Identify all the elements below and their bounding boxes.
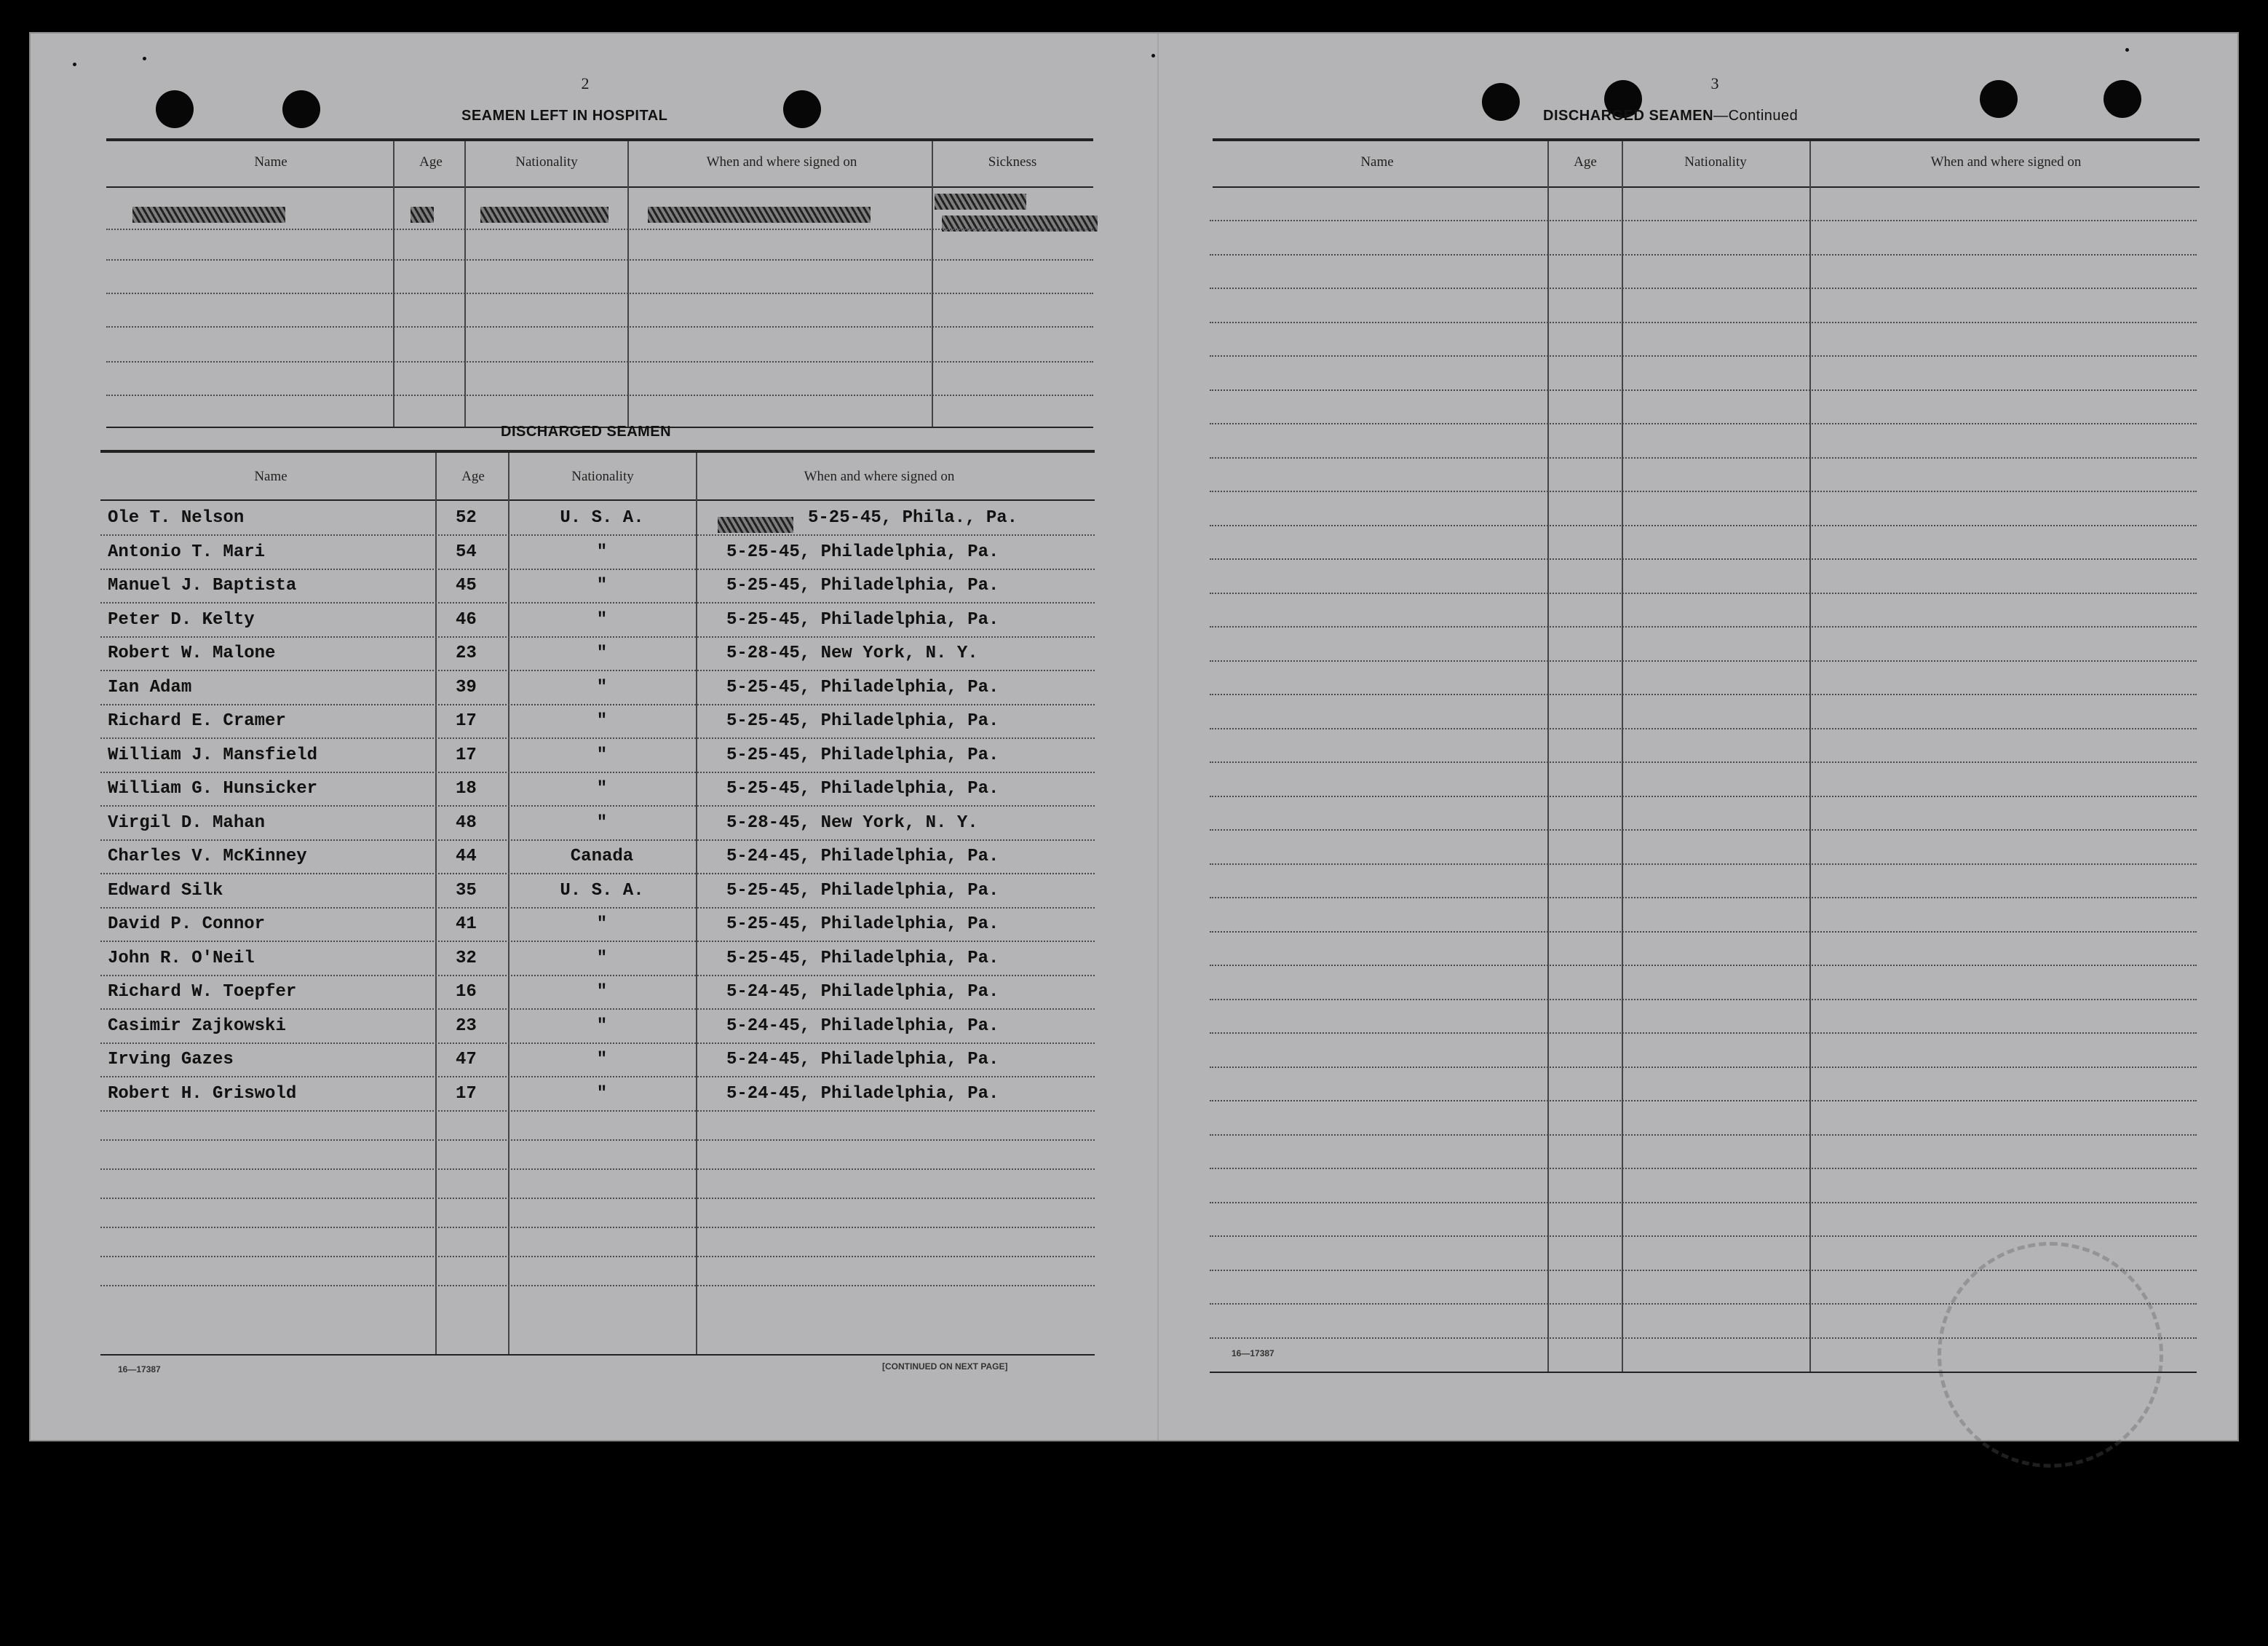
seaman-name: William G. Hunsicker xyxy=(108,779,318,799)
seaman-age: 47 xyxy=(456,1050,477,1069)
seaman-nationality: " xyxy=(596,610,608,630)
row-line xyxy=(1210,1303,2197,1305)
seaman-name: Virgil D. Mahan xyxy=(108,813,266,833)
faded-stamp xyxy=(1938,1242,2163,1468)
row-line xyxy=(100,1076,1095,1077)
page-number: 3 xyxy=(1710,74,1719,92)
page-number: 2 xyxy=(581,74,590,92)
row-line xyxy=(1210,1100,2197,1101)
seaman-age: 48 xyxy=(456,813,477,833)
censored-age xyxy=(411,207,434,223)
col-divider xyxy=(932,141,933,427)
row-line xyxy=(100,569,1095,570)
seaman-nationality: U. S. A. xyxy=(560,508,644,528)
bottom-rule xyxy=(1210,1372,2197,1373)
row-line xyxy=(1210,931,2197,933)
seaman-signed-on: 5-25-45, Philadelphia, Pa. xyxy=(726,949,999,968)
seaman-nationality: " xyxy=(596,949,608,968)
seaman-name: Edward Silk xyxy=(108,881,223,901)
row-line xyxy=(100,839,1095,841)
top-rule xyxy=(100,450,1095,453)
speck xyxy=(2125,48,2129,52)
header-rule xyxy=(1213,186,2200,188)
row-line xyxy=(100,1008,1095,1010)
hospital-section-title: SEAMEN LEFT IN HOSPITAL xyxy=(461,108,668,124)
seaman-name: Ian Adam xyxy=(108,678,192,697)
seaman-age: 44 xyxy=(456,847,477,866)
seaman-name: Casimir Zajkowski xyxy=(108,1016,286,1036)
seaman-age: 32 xyxy=(456,949,477,968)
row-line xyxy=(1210,254,2197,256)
seaman-age: 18 xyxy=(456,779,477,799)
censored-date-prefix xyxy=(718,517,793,533)
row-line xyxy=(1210,593,2197,594)
seaman-age: 23 xyxy=(456,644,477,663)
row-line xyxy=(106,293,1093,294)
row-line xyxy=(1210,1202,2197,1203)
seaman-nationality: " xyxy=(596,644,608,663)
row-line xyxy=(1210,761,2197,763)
row-line xyxy=(1210,1337,2197,1339)
col-signed-on: When and where signed on xyxy=(804,469,955,484)
seaman-age: 35 xyxy=(456,881,477,901)
seaman-nationality: " xyxy=(596,1050,608,1069)
row-line xyxy=(100,1198,1095,1199)
punch-hole xyxy=(156,90,194,128)
col-name: Name xyxy=(254,469,288,484)
row-line xyxy=(100,873,1095,874)
row-line xyxy=(100,772,1095,773)
row-line xyxy=(100,737,1095,739)
row-line xyxy=(1210,1168,2197,1169)
row-line xyxy=(100,534,1095,536)
seaman-signed-on: 5-24-45, Philadelphia, Pa. xyxy=(726,847,999,866)
row-line xyxy=(100,704,1095,705)
col-signed-on: When and where signed on xyxy=(706,154,857,170)
section-title-text: DISCHARGED SEAMEN xyxy=(1543,108,1714,124)
seaman-age: 52 xyxy=(456,508,477,528)
seaman-age: 17 xyxy=(456,1084,477,1104)
col-divider xyxy=(435,453,437,1356)
row-line xyxy=(1210,491,2197,492)
col-divider xyxy=(393,141,394,427)
seaman-signed-on: 5-24-45, Philadelphia, Pa. xyxy=(726,1050,999,1069)
header-rule xyxy=(106,186,1093,188)
seaman-signed-on: 5-25-45, Philadelphia, Pa. xyxy=(726,779,999,799)
col-name: Name xyxy=(254,154,288,170)
seaman-name: Charles V. McKinney xyxy=(108,847,307,866)
seaman-nationality: " xyxy=(596,678,608,697)
seaman-age: 41 xyxy=(456,914,477,934)
col-divider xyxy=(508,453,509,1356)
row-line xyxy=(1210,694,2197,695)
punch-hole xyxy=(1980,80,2018,118)
row-line xyxy=(100,1168,1095,1170)
row-line xyxy=(1210,897,2197,898)
row-line xyxy=(100,1110,1095,1112)
row-line xyxy=(1210,660,2197,662)
censored-nationality xyxy=(480,207,608,223)
row-line xyxy=(100,1227,1095,1228)
col-age: Age xyxy=(419,154,443,170)
seaman-age: 39 xyxy=(456,678,477,697)
col-divider xyxy=(1809,141,1811,1373)
seaman-age: 16 xyxy=(456,982,477,1002)
row-line xyxy=(1210,457,2197,459)
punch-hole xyxy=(783,90,821,128)
seaman-nationality: " xyxy=(596,745,608,765)
row-line xyxy=(1210,1235,2197,1237)
censored-signed-on xyxy=(648,207,871,223)
seaman-name: Manuel J. Baptista xyxy=(108,576,297,596)
seaman-age: 54 xyxy=(456,542,477,562)
col-name: Name xyxy=(1360,154,1394,170)
seaman-name: Robert W. Malone xyxy=(108,644,276,663)
row-line xyxy=(100,941,1095,942)
seaman-nationality: " xyxy=(596,711,608,731)
row-line xyxy=(1210,322,2197,323)
seaman-signed-on: 5-25-45, Phila., Pa. xyxy=(808,508,1018,528)
col-age: Age xyxy=(1574,154,1597,170)
row-line xyxy=(106,229,1093,230)
row-line xyxy=(100,805,1095,807)
seaman-signed-on: 5-25-45, Philadelphia, Pa. xyxy=(726,711,999,731)
row-line xyxy=(100,1256,1095,1257)
row-line xyxy=(100,1139,1095,1141)
row-line xyxy=(100,602,1095,604)
seaman-name: William J. Mansfield xyxy=(108,745,318,765)
row-line xyxy=(106,259,1093,261)
seaman-nationality: " xyxy=(596,1016,608,1036)
form-number: 16—17387 xyxy=(118,1364,161,1374)
seaman-name: Richard W. Toepfer xyxy=(108,982,297,1002)
row-line xyxy=(1210,423,2197,424)
col-divider xyxy=(627,141,629,427)
seaman-name: Antonio T. Mari xyxy=(108,542,266,562)
col-signed-on: When and where signed on xyxy=(1930,154,2082,170)
row-line xyxy=(1210,1270,2197,1271)
row-line xyxy=(1210,389,2197,391)
seaman-signed-on: 5-25-45, Philadelphia, Pa. xyxy=(726,576,999,596)
punch-hole xyxy=(2104,80,2141,118)
row-line xyxy=(1210,965,2197,966)
row-line xyxy=(1210,525,2197,526)
speck xyxy=(1151,54,1155,58)
seaman-nationality: " xyxy=(596,779,608,799)
censored-name xyxy=(132,207,285,223)
row-line xyxy=(1210,999,2197,1000)
seaman-nationality: Canada xyxy=(570,847,634,866)
row-line xyxy=(1210,796,2197,797)
row-line xyxy=(1210,863,2197,865)
row-line xyxy=(100,636,1095,638)
seaman-signed-on: 5-24-45, Philadelphia, Pa. xyxy=(726,1016,999,1036)
row-line xyxy=(1210,558,2197,560)
row-line xyxy=(1210,355,2197,357)
seaman-name: David P. Connor xyxy=(108,914,266,934)
seaman-nationality: " xyxy=(596,914,608,934)
seaman-name: Irving Gazes xyxy=(108,1050,234,1069)
seaman-nationality: " xyxy=(596,576,608,596)
seaman-nationality: " xyxy=(596,813,608,833)
row-line xyxy=(100,1285,1095,1286)
seaman-signed-on: 5-25-45, Philadelphia, Pa. xyxy=(726,745,999,765)
seaman-signed-on: 5-25-45, Philadelphia, Pa. xyxy=(726,881,999,901)
col-divider xyxy=(1622,141,1623,1373)
col-divider xyxy=(464,141,466,427)
col-age: Age xyxy=(461,469,485,484)
col-nationality: Nationality xyxy=(1684,154,1747,170)
seaman-nationality: " xyxy=(596,982,608,1002)
seaman-age: 46 xyxy=(456,610,477,630)
discharged-section-title: DISCHARGED SEAMEN xyxy=(501,424,672,440)
continued-note: [CONTINUED ON NEXT PAGE] xyxy=(882,1361,1008,1372)
col-divider xyxy=(696,453,697,1356)
row-line xyxy=(1210,728,2197,729)
row-line xyxy=(100,1042,1095,1044)
seaman-age: 45 xyxy=(456,576,477,596)
col-divider xyxy=(1547,141,1549,1373)
col-nationality: Nationality xyxy=(571,469,634,484)
seaman-nationality: " xyxy=(596,542,608,562)
seaman-signed-on: 5-28-45, New York, N. Y. xyxy=(726,644,978,663)
top-rule xyxy=(1213,138,2200,141)
seaman-name: Peter D. Kelty xyxy=(108,610,255,630)
row-line xyxy=(1210,288,2197,289)
seaman-signed-on: 5-24-45, Philadelphia, Pa. xyxy=(726,982,999,1002)
seaman-name: Robert H. Griswold xyxy=(108,1084,297,1104)
censored-sickness xyxy=(935,194,1026,210)
row-line xyxy=(1210,220,2197,221)
header-rule xyxy=(100,499,1095,501)
seaman-age: 17 xyxy=(456,745,477,765)
seaman-signed-on: 5-25-45, Philadelphia, Pa. xyxy=(726,914,999,934)
row-line xyxy=(1210,1134,2197,1136)
seaman-signed-on: 5-25-45, Philadelphia, Pa. xyxy=(726,610,999,630)
speck xyxy=(143,57,146,60)
page-fold xyxy=(1157,33,1159,1440)
seaman-age: 17 xyxy=(456,711,477,731)
row-line xyxy=(100,907,1095,909)
row-line xyxy=(1210,626,2197,628)
bottom-rule xyxy=(100,1354,1095,1356)
continued-section-title xyxy=(1543,108,1798,124)
col-nationality: Nationality xyxy=(515,154,578,170)
speck xyxy=(73,63,76,66)
punch-hole xyxy=(282,90,320,128)
seaman-name: Richard E. Cramer xyxy=(108,711,286,731)
form-number: 16—17387 xyxy=(1232,1348,1274,1358)
seaman-nationality: U. S. A. xyxy=(560,881,644,901)
row-line xyxy=(1210,829,2197,831)
seaman-signed-on: 5-24-45, Philadelphia, Pa. xyxy=(726,1084,999,1104)
seaman-signed-on: 5-28-45, New York, N. Y. xyxy=(726,813,978,833)
seaman-signed-on: 5-25-45, Philadelphia, Pa. xyxy=(726,678,999,697)
row-line xyxy=(1210,1032,2197,1034)
document-sheet xyxy=(29,32,2239,1441)
seaman-name: John R. O'Neil xyxy=(108,949,255,968)
top-rule xyxy=(106,138,1093,141)
row-line xyxy=(106,326,1093,328)
seaman-signed-on: 5-25-45, Philadelphia, Pa. xyxy=(726,542,999,562)
row-line xyxy=(106,361,1093,363)
col-sickness: Sickness xyxy=(988,154,1037,170)
section-title-suffix: —Continued xyxy=(1713,108,1799,124)
seaman-name: Ole T. Nelson xyxy=(108,508,245,528)
row-line xyxy=(100,975,1095,976)
seaman-nationality: " xyxy=(596,1084,608,1104)
seaman-age: 23 xyxy=(456,1016,477,1036)
row-line xyxy=(100,670,1095,671)
punch-hole xyxy=(1482,83,1520,121)
row-line xyxy=(1210,1067,2197,1068)
row-line xyxy=(106,395,1093,396)
